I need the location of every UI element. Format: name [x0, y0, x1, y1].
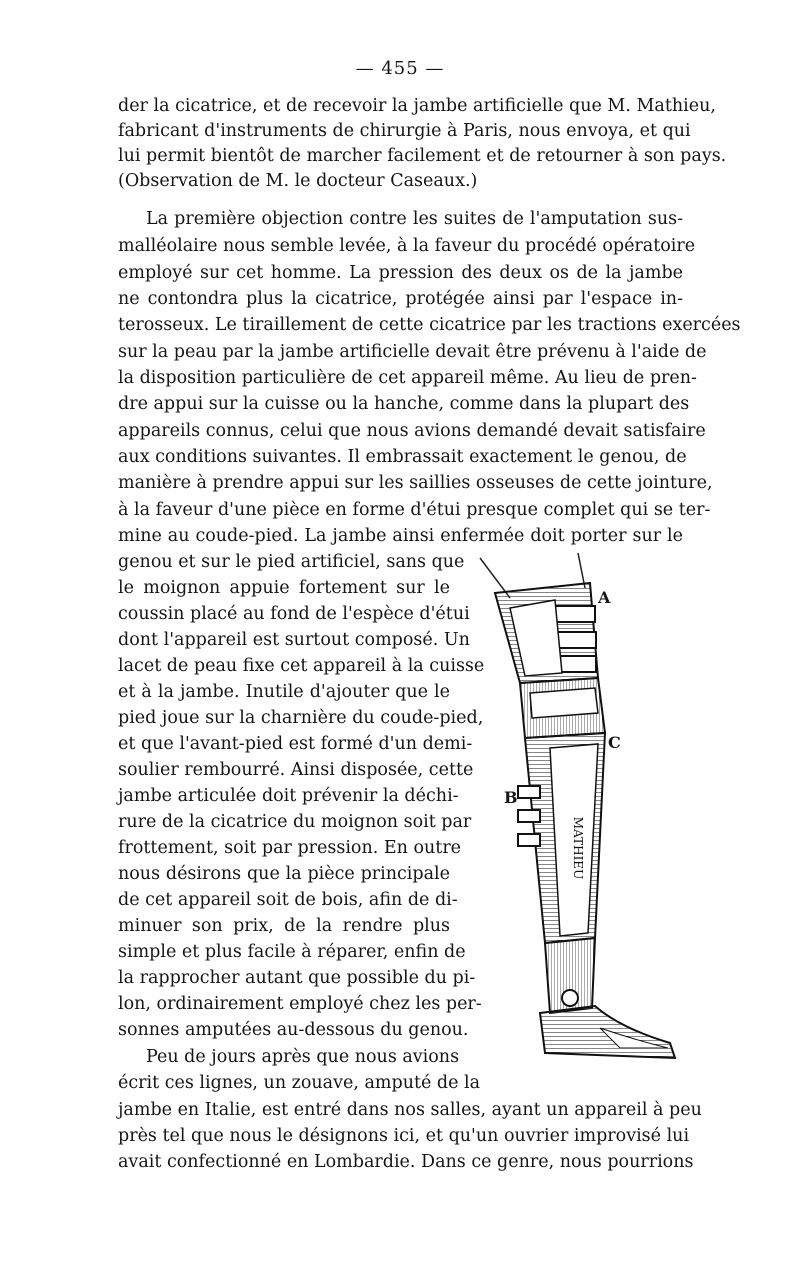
text-line: lui permit bientôt de marcher facilement et de retourner à son pays. [118, 146, 727, 166]
text-line: avait confectionné en Lombardie. Dans ce genre, nous pourrions [118, 1152, 694, 1172]
artificial-leg-illustration [470, 548, 685, 1083]
text-line: mine au coude-pied. La jambe ainsi enfermée doit porter sur le [118, 526, 683, 546]
text-line: ne contondra plus la cicatrice, protégée ainsi par l'espace in- [118, 289, 683, 309]
text-line: rure de la cicatrice du moignon soit par [118, 812, 472, 832]
text-line: dre appui sur la cuisse ou la hanche, comme dans la plupart des [118, 394, 690, 414]
label-a: A [598, 588, 611, 607]
text-line: et à la jambe. Inutile d'ajouter que le [118, 682, 450, 702]
text-line: Peu de jours après que nous avions [146, 1047, 460, 1067]
text-line: jambe articulée doit prévenir la déchi- [118, 786, 459, 806]
text-line: (Observation de M. le docteur Caseaux.) [118, 171, 478, 191]
text-line: La première objection contre les suites de l'amputation sus- [146, 209, 683, 229]
text-line: minuer son prix, de la rendre plus [118, 916, 450, 936]
text-line: simple et plus facile à réparer, enfin de [118, 942, 466, 962]
text-line: dont l'appareil est surtout composé. Un [118, 630, 470, 650]
text-line: nous désirons que la pièce principale [118, 864, 450, 884]
label-b: B [504, 788, 518, 807]
leg-engraving [470, 548, 685, 1083]
text-line: la disposition particulière de cet appareil même. Au lieu de pren- [118, 368, 697, 388]
text-line: der la cicatrice, et de recevoir la jambe artificielle que M. Mathieu, [118, 96, 716, 116]
text-line: soulier rembourré. Ainsi disposée, cette [118, 760, 474, 780]
text-line: fabricant d'instruments de chirurgie à Paris, nous envoya, et qui [118, 121, 691, 141]
page-number: — 455 — [355, 58, 445, 79]
text-line: près tel que nous le désignons ici, et qu'un ouvrier improvisé lui [118, 1126, 690, 1146]
text-line: jambe en Italie, est entré dans nos salles, ayant un appareil à peu [118, 1100, 702, 1120]
text-line: manière à prendre appui sur les saillies osseuses de cette jointure, [118, 473, 713, 493]
text-line: lon, ordinairement employé chez les per- [118, 994, 482, 1014]
text-line: écrit ces lignes, un zouave, amputé de la [118, 1073, 481, 1093]
text-line: malléolaire nous semble levée, à la faveur du procédé opératoire [118, 236, 696, 256]
text-line: frottement, soit par pression. En outre [118, 838, 462, 858]
text-line: lacet de peau fixe cet appareil à la cuisse [118, 656, 485, 676]
text-line: terosseux. Le tiraillement de cette cicatrice par les tractions exercées [118, 315, 741, 335]
engraving-label: MATHIEU [571, 816, 585, 880]
text-line: genou et sur le pied artificiel, sans que [118, 552, 465, 572]
text-line: aux conditions suivantes. Il embrassait exactement le genou, de [118, 447, 687, 467]
text-line: sonnes amputées au-dessous du genou. [118, 1020, 469, 1040]
text-line: le moignon appuie fortement sur le [118, 578, 450, 598]
text-line: de cet appareil soit de bois, afin de di- [118, 890, 458, 910]
text-line: appareils connus, celui que nous avions demandé devait satisfaire [118, 421, 706, 441]
text-line: pied joue sur la charnière du coude-pied, [118, 708, 484, 728]
text-line: employé sur cet homme. La pression des deux os de la jambe [118, 263, 683, 283]
text-line: à la faveur d'une pièce en forme d'étui presque complet qui se ter- [118, 500, 711, 520]
text-line: coussin placé au fond de l'espèce d'étui [118, 604, 470, 624]
text-line: sur la peau par la jambe artificielle devait être prévenu à l'aide de [118, 342, 707, 362]
label-c: C [608, 733, 621, 752]
text-line: et que l'avant-pied est formé d'un demi- [118, 734, 473, 754]
text-line: la rapprocher autant que possible du pi- [118, 968, 476, 988]
